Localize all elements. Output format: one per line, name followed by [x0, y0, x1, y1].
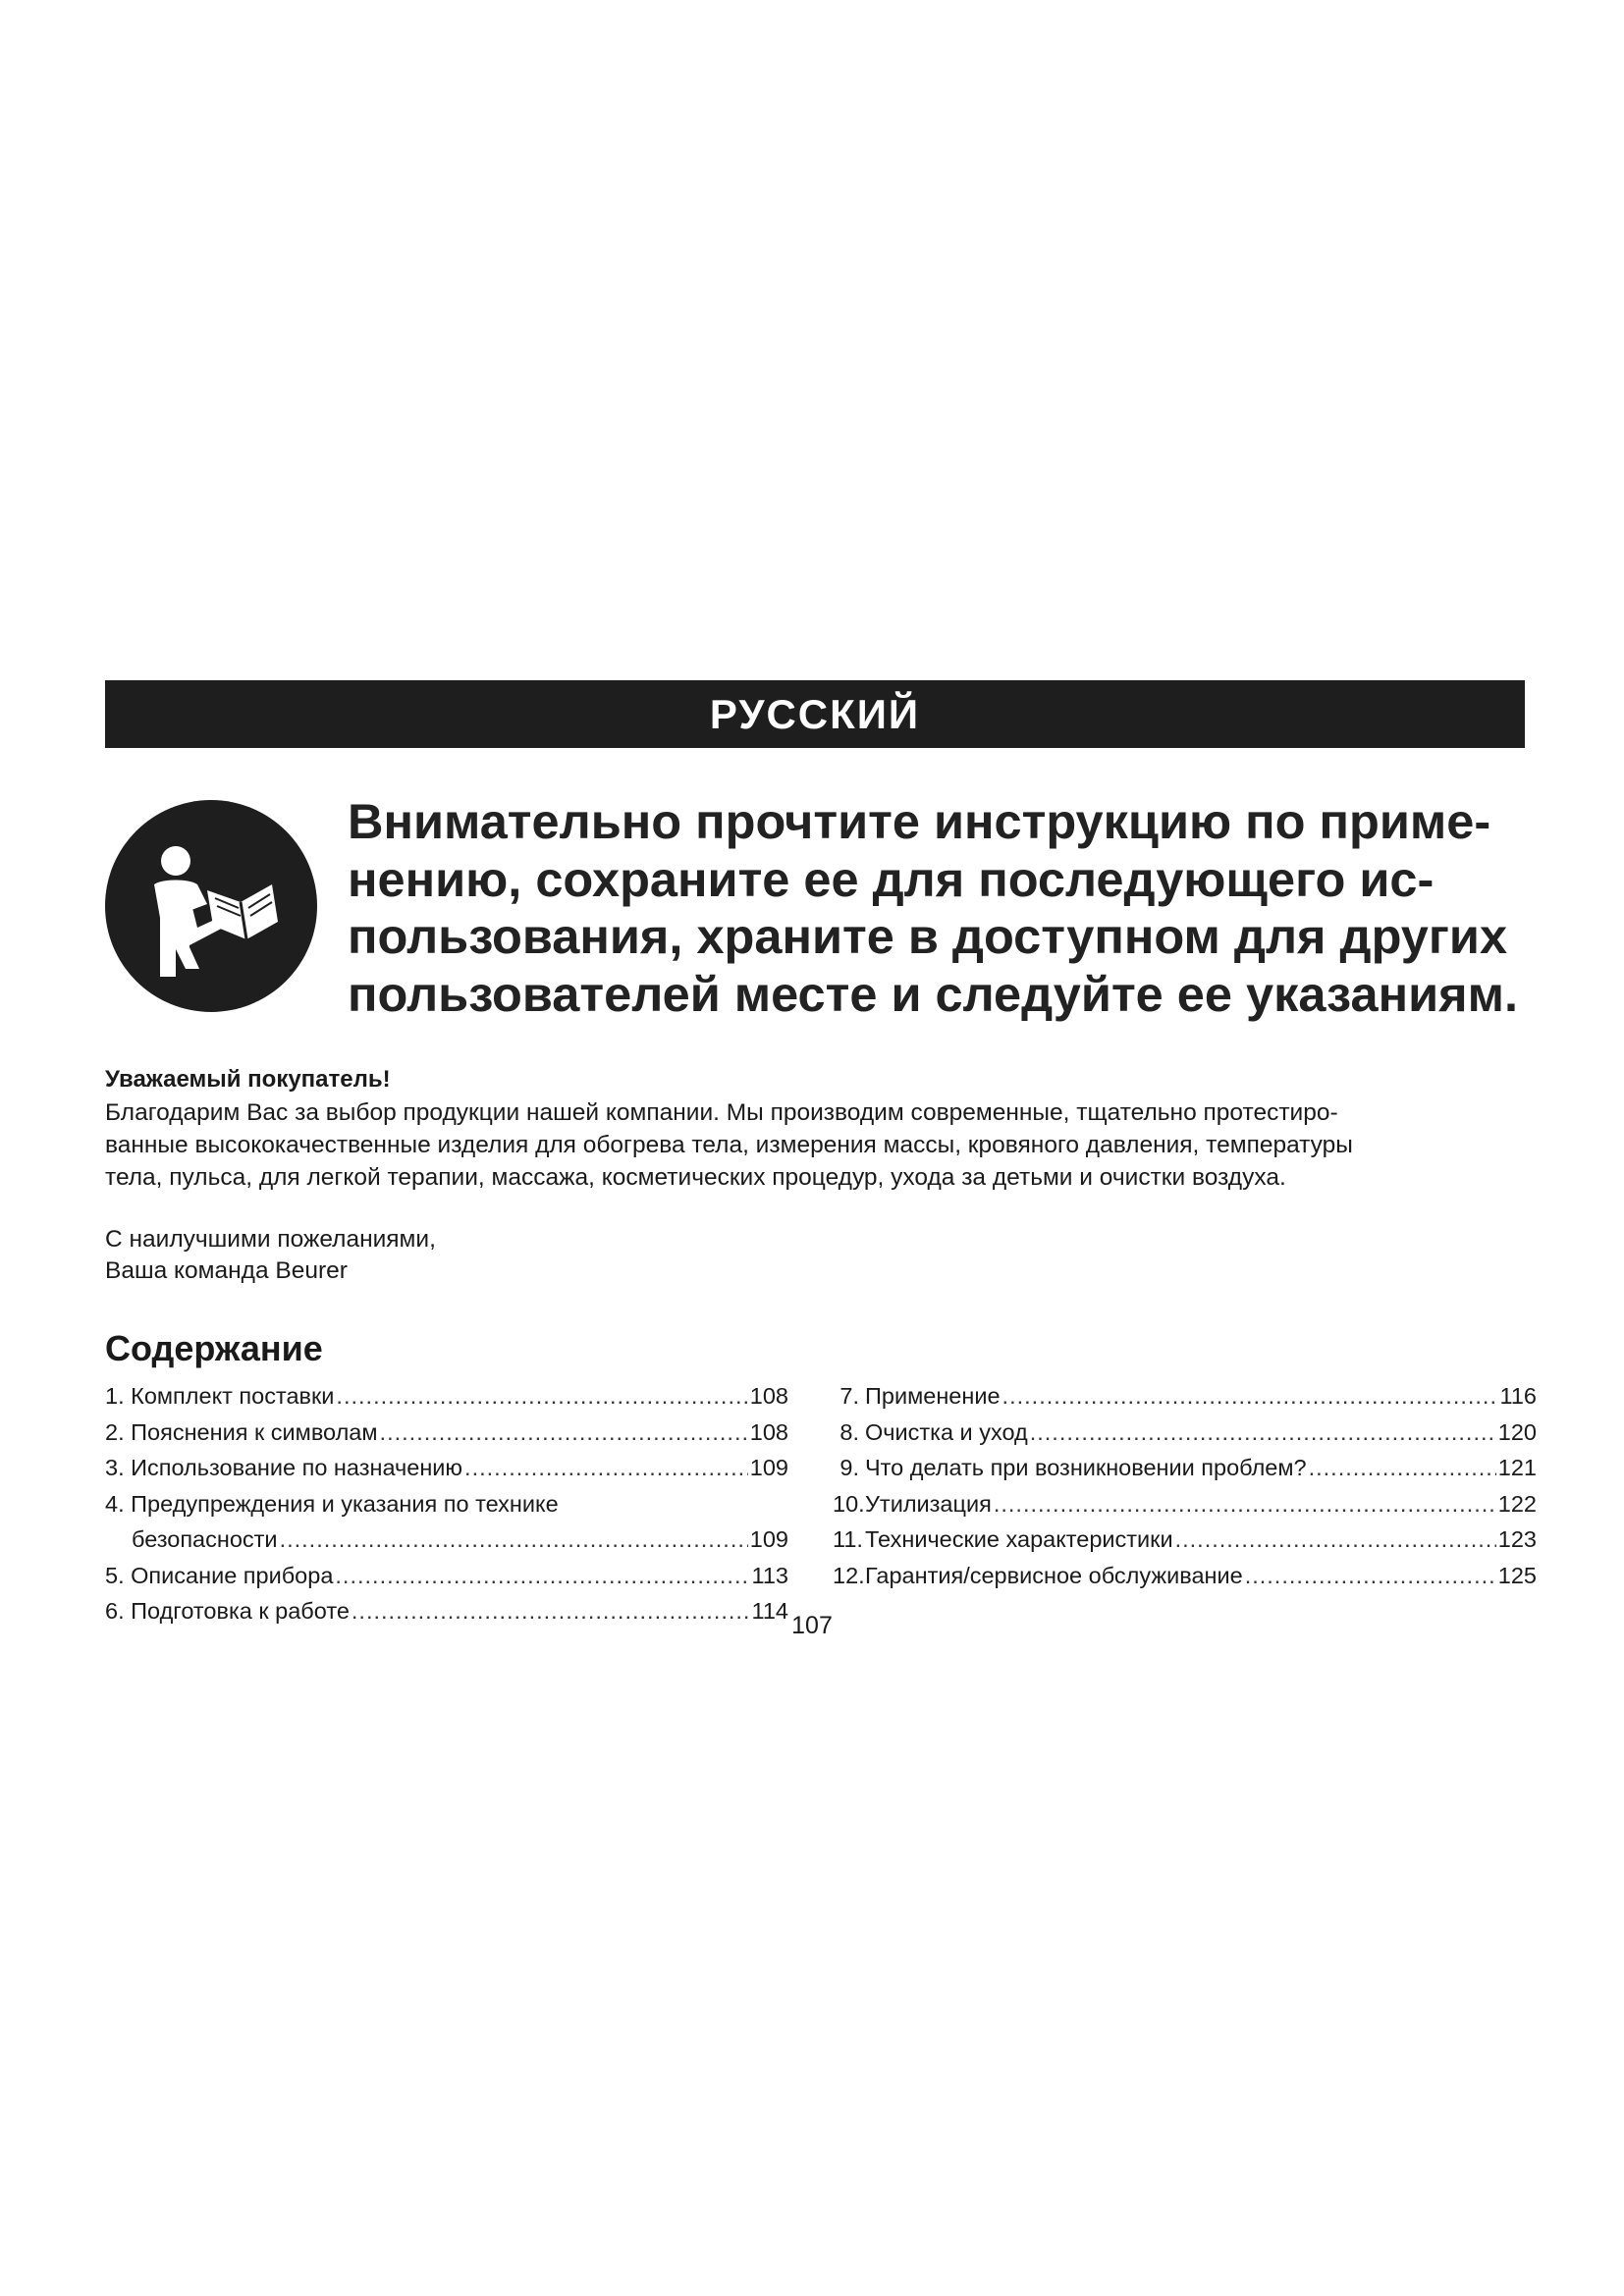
- intro-line: ванные высококачественные изделия для обогрева тела, измерения массы, кровяного давления, температуры: [105, 1132, 1353, 1158]
- toc-page: 109: [749, 1455, 788, 1480]
- toc-column-right: [833, 1378, 1537, 1593]
- toc-leader: [336, 1378, 747, 1415]
- headline-line: пользователей месте и следуйте ее указаниям.: [348, 965, 1518, 1022]
- toc-page: 114: [751, 1598, 788, 1624]
- toc-number: 10.: [833, 1490, 865, 1517]
- toc-label: Утилизация: [865, 1490, 992, 1517]
- toc-label: Подготовка к работе: [131, 1598, 350, 1624]
- toc-leader: [380, 1415, 748, 1451]
- toc-page: 125: [1497, 1562, 1537, 1588]
- toc-entry[interactable]: [105, 1450, 788, 1486]
- toc-page: 108: [749, 1418, 788, 1445]
- toc-leader: [464, 1450, 748, 1486]
- toc-page: 123: [1497, 1526, 1537, 1552]
- toc-leader: [280, 1522, 748, 1558]
- toc-leader: [1245, 1558, 1496, 1594]
- closing-line: С наилучшими пожеланиями,: [105, 1226, 436, 1253]
- toc-number: 3.: [105, 1455, 125, 1480]
- safety-headline: [348, 793, 1555, 1023]
- toc-leader: [1002, 1378, 1498, 1415]
- toc-label: Комплект поставки: [131, 1383, 335, 1409]
- toc-leader: [335, 1558, 749, 1594]
- toc-number: 12.: [833, 1562, 865, 1588]
- toc-entry[interactable]: [105, 1378, 788, 1415]
- toc-entry[interactable]: [833, 1558, 1537, 1594]
- toc-label: Что делать при возникновении проблем?: [865, 1455, 1307, 1480]
- toc-number: 2.: [105, 1418, 125, 1445]
- intro-line: Благодарим Вас за выбор продукции нашей компании. Мы производим современные, тщательно протестиро-: [105, 1099, 1338, 1126]
- toc-label: Очистка и уход: [865, 1418, 1028, 1445]
- toc-column-left: [105, 1378, 788, 1629]
- toc-label: Гарантия/сервисное обслуживание: [865, 1562, 1243, 1588]
- intro-line: тела, пульса, для легкой терапии, массажа, косметических процедур, ухода за детьми и очистки воздуха.: [105, 1164, 1286, 1191]
- closing-signature: [105, 1224, 436, 1287]
- read-manual-icon: [105, 800, 317, 1012]
- toc-page: 108: [749, 1383, 788, 1409]
- toc-number: 4.: [105, 1490, 125, 1517]
- toc-entry[interactable]: [833, 1450, 1537, 1486]
- toc-page: 109: [749, 1526, 788, 1552]
- toc-page: 113: [751, 1562, 788, 1588]
- toc-entry[interactable]: [105, 1558, 788, 1594]
- toc-label: безопасности: [132, 1526, 278, 1552]
- toc-leader: [1175, 1522, 1496, 1558]
- page-number: 107: [791, 1612, 833, 1639]
- toc-entry[interactable]: [833, 1378, 1537, 1415]
- toc-number: 6.: [105, 1598, 125, 1624]
- toc-heading: Содержание: [105, 1328, 323, 1368]
- toc-page: 120: [1497, 1418, 1537, 1445]
- toc-label: Технические характеристики: [865, 1526, 1173, 1552]
- toc-entry[interactable]: [105, 1486, 788, 1558]
- toc-number: 1.: [105, 1383, 125, 1409]
- toc-label: Пояснения к символам: [131, 1418, 378, 1445]
- toc-entry[interactable]: [833, 1522, 1537, 1558]
- toc-number: 5.: [105, 1562, 125, 1588]
- headline-line: Внимательно прочтите инструкцию по приме-: [348, 793, 1491, 849]
- greeting: Уважаемый покупатель!: [105, 1066, 391, 1093]
- toc-leader: [1030, 1415, 1496, 1451]
- toc-leader: [1309, 1450, 1496, 1486]
- toc-entry[interactable]: [833, 1415, 1537, 1451]
- toc-number: 11.: [833, 1526, 863, 1552]
- toc-page: 122: [1497, 1490, 1537, 1517]
- toc-leader: [994, 1486, 1496, 1522]
- toc-label: Применение: [865, 1383, 1001, 1409]
- toc-label: Использование по назначению: [131, 1455, 463, 1480]
- language-header-bar: РУССКИЙ: [105, 680, 1525, 748]
- intro-paragraph: [105, 1096, 1539, 1194]
- toc-number: 9.: [839, 1455, 859, 1480]
- toc-entry[interactable]: [105, 1415, 788, 1451]
- toc-page: 116: [1499, 1383, 1537, 1409]
- toc-number: 8.: [839, 1418, 859, 1445]
- toc-entry[interactable]: [833, 1486, 1537, 1522]
- closing-line: Ваша команда Beurer: [105, 1257, 348, 1284]
- headline-line: пользования, храните в доступном для других: [348, 908, 1508, 964]
- toc-number: 7.: [839, 1383, 859, 1409]
- toc-label: Описание прибора: [131, 1562, 334, 1588]
- toc-label-line1: Предупреждения и указания по технике: [124, 1490, 559, 1517]
- toc-page: 121: [1497, 1455, 1537, 1480]
- headline-line: нению, сохраните ее для последующего ис-: [348, 850, 1435, 907]
